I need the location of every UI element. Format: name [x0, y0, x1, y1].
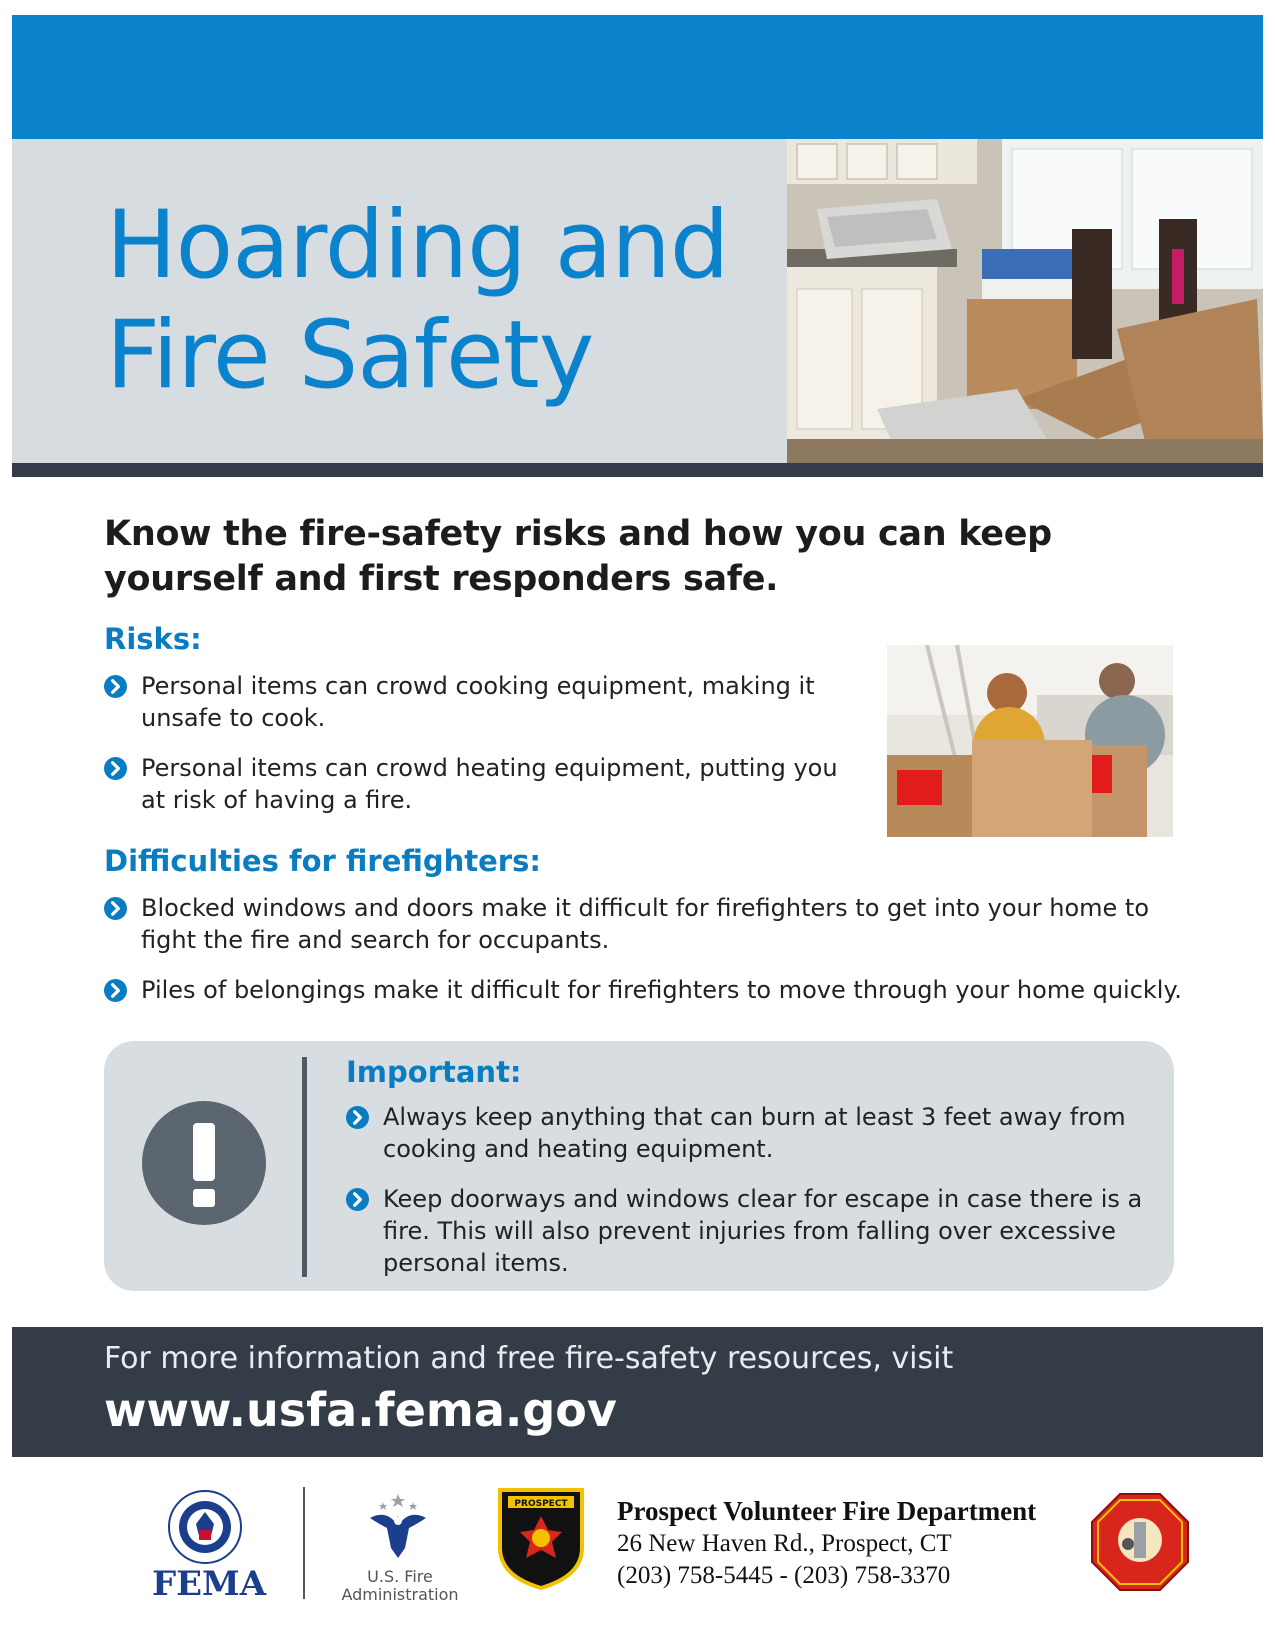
footer-banner	[12, 1327, 1263, 1457]
risks-heading: Risks:	[104, 622, 202, 656]
hero-section	[12, 139, 1263, 463]
list-item	[104, 670, 864, 734]
badge-label: PROSPECT	[514, 1499, 568, 1509]
list-item	[104, 974, 1184, 1006]
footer-text: For more information and free fire-safety resources, visit	[104, 1341, 954, 1376]
usfa-line-2: Administration	[341, 1585, 459, 1604]
chevron-right-icon	[104, 979, 127, 1002]
important-list	[346, 1101, 1146, 1297]
title-line-2: Fire Safety	[106, 301, 594, 410]
difficulties-heading: Difficulties for firefighters:	[104, 844, 541, 878]
difficulties-list	[104, 892, 1184, 1024]
important-text: Keep doorways and windows clear for escape in case there is a fire. This will also prevent injuries from falling over excessive personal items.	[383, 1185, 1143, 1277]
list-item	[104, 752, 864, 816]
important-text: Always keep anything that can burn at least 3 feet away from cooking and heating equipment.	[383, 1103, 1126, 1163]
chevron-right-icon	[346, 1188, 369, 1211]
fema-wordmark: FEMA	[152, 1564, 267, 1604]
footer-url-link[interactable]: www.usfa.fema.gov	[104, 1383, 617, 1437]
department-name: Prospect Volunteer Fire Department	[617, 1496, 1037, 1526]
chevron-right-icon	[104, 757, 127, 780]
chevron-right-icon	[104, 675, 127, 698]
list-item	[346, 1101, 1146, 1165]
dhs-seal-logo	[168, 1490, 242, 1564]
chevron-right-icon	[346, 1106, 369, 1129]
logo-divider	[303, 1487, 305, 1599]
chevron-right-icon	[104, 897, 127, 920]
prospect-fire-badge-logo	[496, 1486, 586, 1590]
couple-packing-boxes-photo	[887, 645, 1173, 837]
risks-list	[104, 670, 864, 834]
usfa-eagle-logo	[365, 1488, 431, 1560]
important-callout	[104, 1041, 1174, 1291]
intro-text: Know the fire-safety risks and how you can keep yourself and first responders safe.	[104, 514, 1052, 599]
title-line-1: Hoarding and	[106, 191, 729, 300]
risk-text: Personal items can crowd cooking equipment, making it unsafe to cook.	[141, 672, 815, 732]
important-heading: Important:	[346, 1055, 522, 1089]
prospect-fire-patch-logo	[1090, 1492, 1190, 1592]
department-address: 26 New Haven Rd., Prospect, CT	[617, 1530, 952, 1557]
top-banner	[12, 15, 1263, 139]
list-item	[104, 892, 1184, 956]
callout-divider	[302, 1057, 307, 1277]
difficulty-text: Piles of belongings make it difficult for firefighters to move through your home quickly.	[141, 976, 1182, 1004]
hero-divider	[12, 463, 1263, 477]
usfa-wordmark	[335, 1568, 465, 1604]
usfa-line-1: U.S. Fire	[367, 1567, 433, 1586]
page-title	[106, 191, 729, 411]
risk-text: Personal items can crowd heating equipment, putting you at risk of having a fire.	[141, 754, 838, 814]
department-phones: (203) 758-5445 - (203) 758-3370	[617, 1562, 951, 1589]
exclamation-icon	[142, 1101, 266, 1225]
list-item	[346, 1183, 1146, 1279]
cluttered-kitchen-photo	[787, 139, 1263, 463]
difficulty-text: Blocked windows and doors make it difficult for firefighters to get into your home to fight the fire and search for occupants.	[141, 894, 1150, 954]
department-contact	[617, 1494, 1036, 1592]
